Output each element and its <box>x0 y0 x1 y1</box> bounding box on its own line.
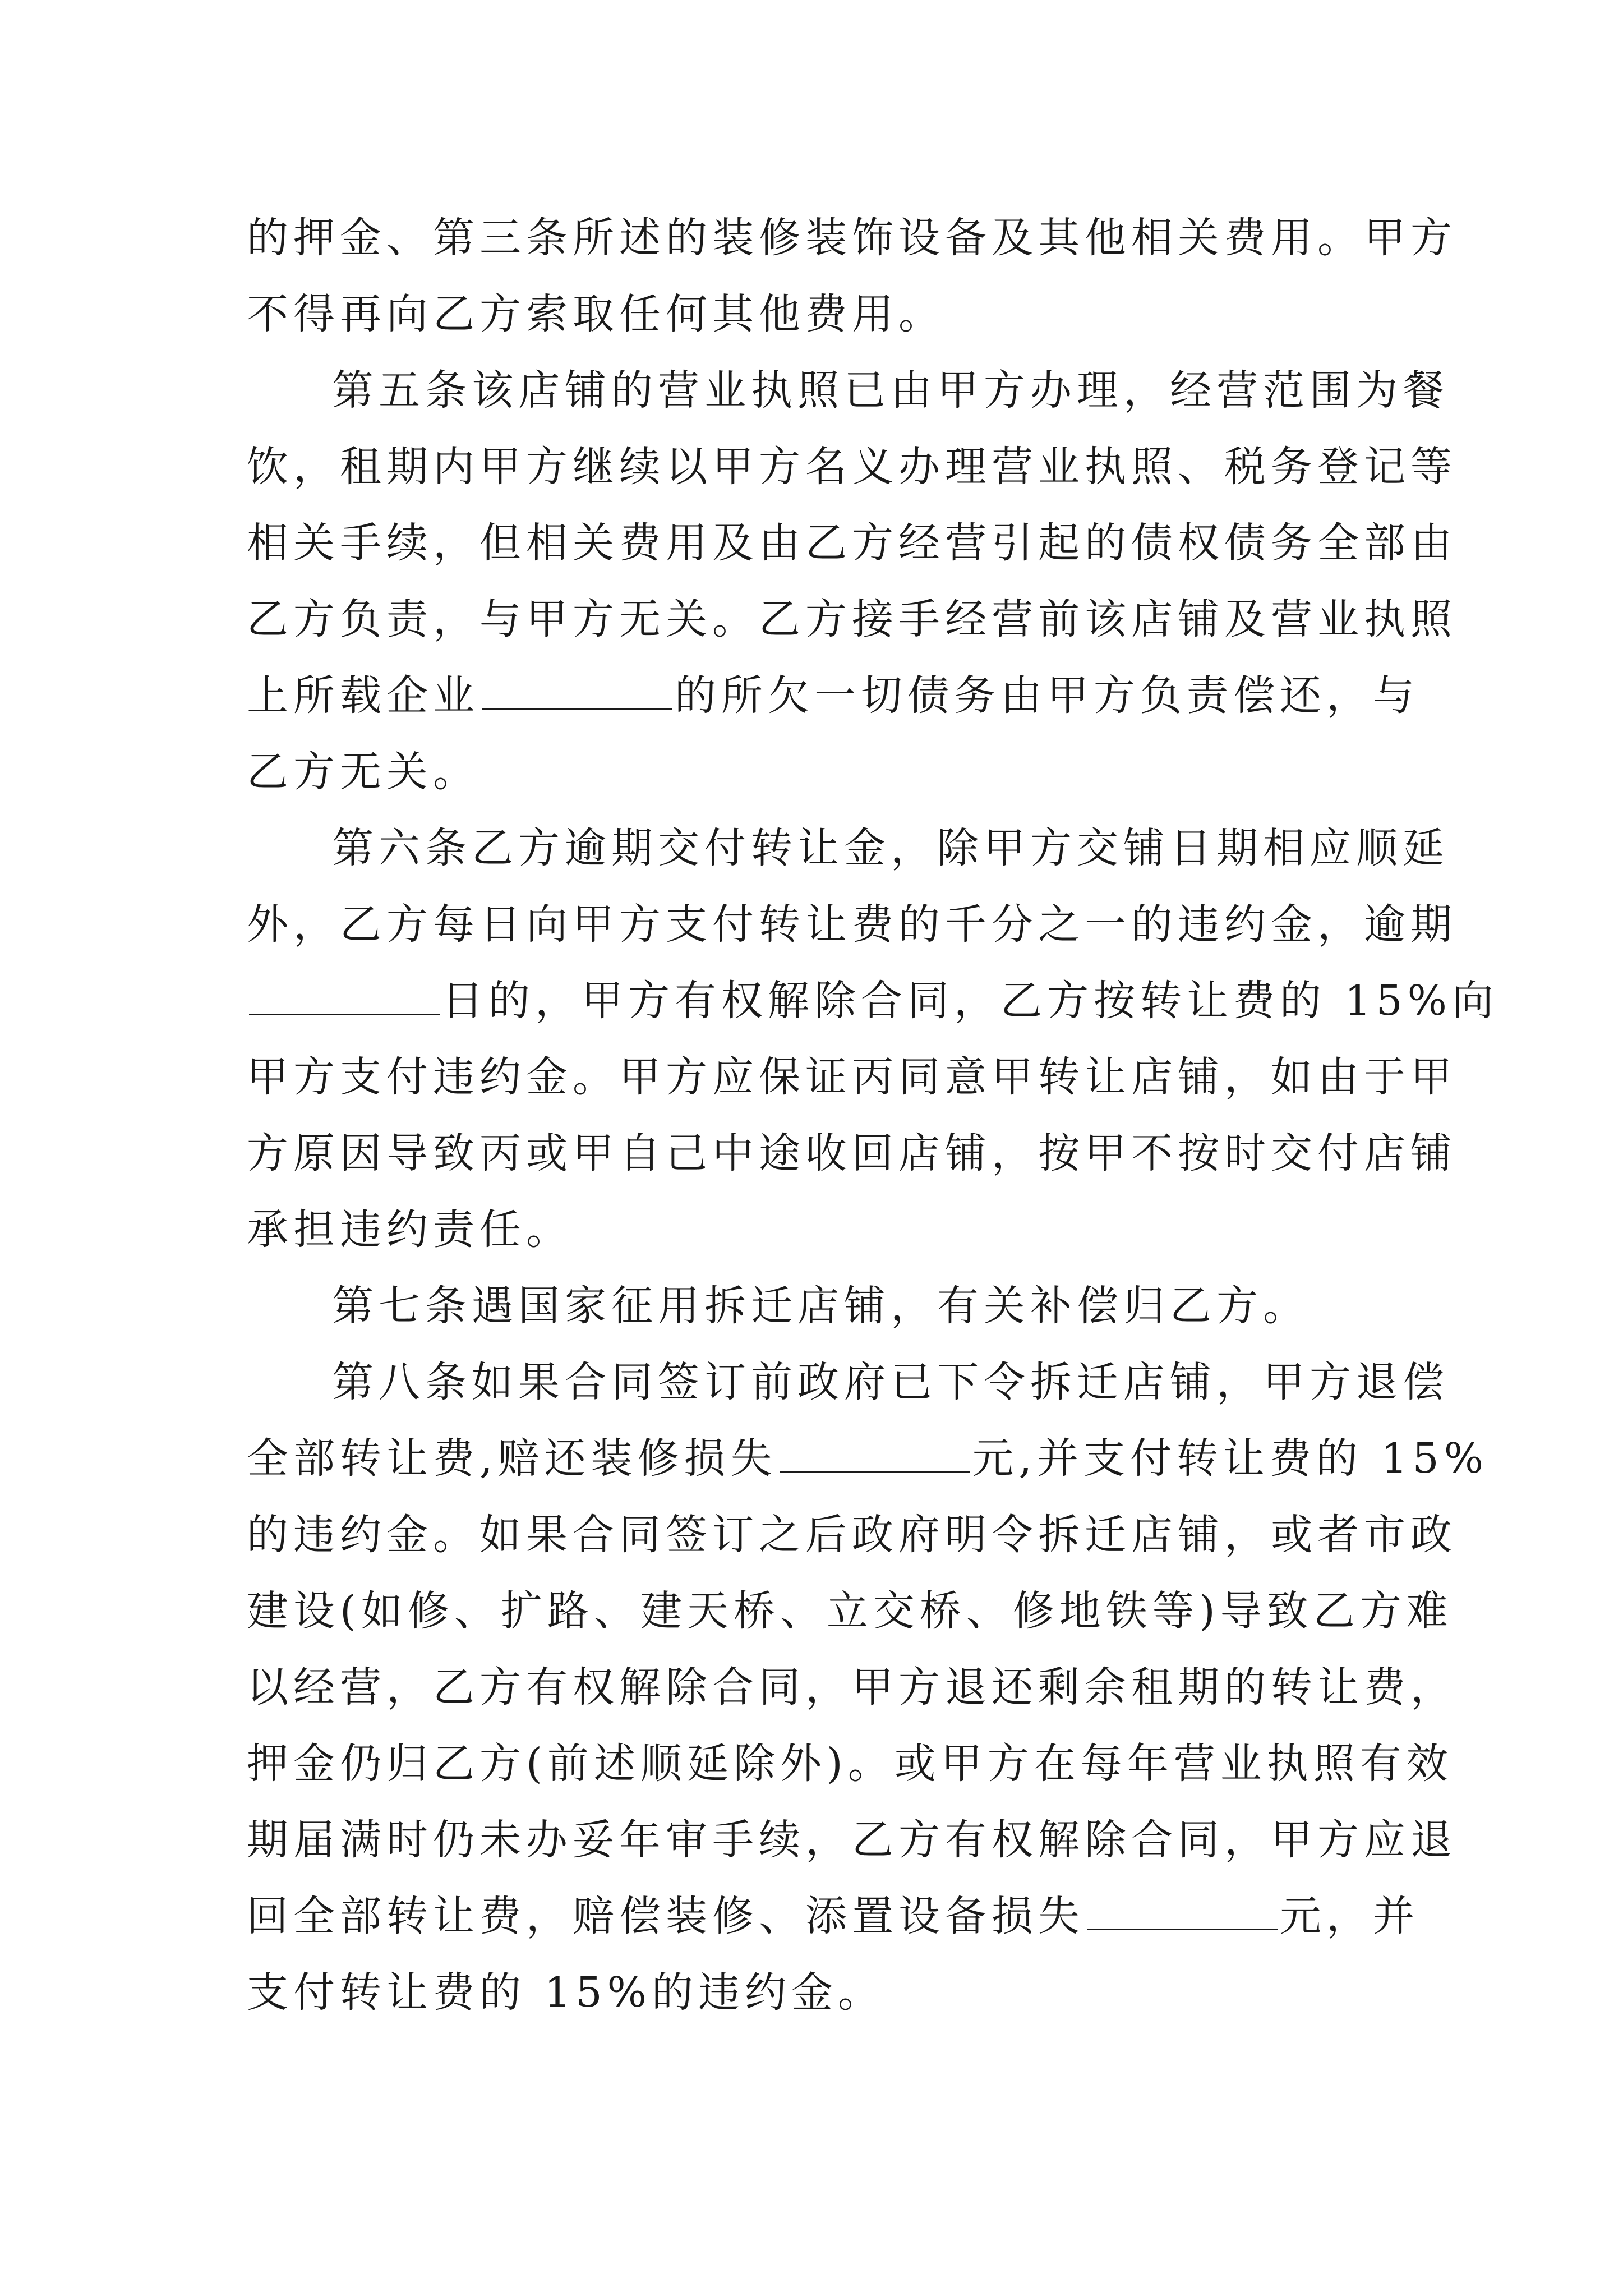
text-segment: 相关手续，但相关费用及由乙方经营引起的债权债务全部由 <box>247 519 1457 567</box>
text-segment: 全部转让费,赔还装修损失 <box>247 1434 777 1483</box>
paragraph-start-article-6 <box>247 810 1449 886</box>
text-segment: 日的，甲方有权解除合同，乙方按转让费的 15%向 <box>442 977 1498 1025</box>
text-line <box>247 734 1377 810</box>
text-segment: 的违约金。如果合同签订之后政府明令拆迁店铺，或者市政 <box>247 1511 1457 1559</box>
text-line <box>247 1802 1457 1878</box>
text-segment: 第六条乙方逾期交付转让金，除甲方交铺日期相应顺延 <box>332 824 1449 872</box>
text-segment: 建设(如修、扩路、建天桥、立交桥、修地铁等)导致乙方难 <box>247 1587 1453 1635</box>
text-segment: 饮，租期内甲方继续以甲方名义办理营业执照、税务登记等 <box>247 443 1457 491</box>
text-segment: 上所载企业 <box>247 671 479 720</box>
text-line <box>247 1039 1457 1115</box>
text-segment: 以经营，乙方有权解除合同，甲方退还剩余租期的转让费， <box>247 1663 1457 1711</box>
text-line <box>247 1115 1457 1191</box>
text-line <box>247 886 1457 963</box>
text-segment: 外，乙方每日向甲方支付转让费的千分之一的违约金，逾期 <box>247 900 1457 949</box>
text-line <box>247 1954 1377 2031</box>
text-segment: 元，并 <box>1280 1892 1419 1940</box>
text-segment: 甲方支付违约金。甲方应保证丙同意甲转让店铺，如由于甲 <box>247 1053 1457 1101</box>
text-line <box>247 1573 1453 1649</box>
text-segment: 支付转让费的 15%的违约金。 <box>247 1968 884 2017</box>
text-segment: 元,并支付转让费的 15% <box>972 1434 1489 1483</box>
text-segment: 期届满时仍未办妥年审手续，乙方有权解除合同，甲方应退 <box>247 1816 1457 1864</box>
text-line <box>247 581 1457 657</box>
text-line <box>247 657 1419 734</box>
text-segment: 承担违约责任。 <box>247 1205 573 1254</box>
text-line <box>247 505 1457 581</box>
document-body <box>247 200 1498 2031</box>
text-line <box>247 1497 1457 1573</box>
paragraph-start-article-7 <box>247 1268 1377 1344</box>
text-line <box>247 1191 1377 1268</box>
text-segment: 第七条遇国家征用拆迁店铺，有关补偿归乙方。 <box>332 1282 1310 1330</box>
text-line <box>247 963 1498 1039</box>
text-line <box>247 1726 1453 1802</box>
paragraph-start-article-8 <box>247 1344 1449 1420</box>
text-segment: 乙方无关。 <box>247 748 479 796</box>
text-segment: 的所欠一切债务由甲方负责偿还，与 <box>675 671 1419 720</box>
text-segment: 回全部转让费，赔偿装修、添置设备损失 <box>247 1892 1085 1940</box>
fill-in-blank <box>1087 1895 1278 1930</box>
text-line <box>247 200 1457 276</box>
text-segment: 第五条该店铺的营业执照已由甲方办理，经营范围为餐 <box>332 366 1449 415</box>
text-segment: 不得再向乙方索取任何其他费用。 <box>247 290 945 338</box>
text-segment: 押金仍归乙方(前述顺延除外)。或甲方在每年营业执照有效 <box>247 1740 1453 1788</box>
text-line <box>247 429 1457 505</box>
text-segment: 第八条如果合同签订前政府已下令拆迁店铺，甲方退偿 <box>332 1358 1449 1406</box>
text-line <box>247 1878 1419 1954</box>
text-segment: 的押金、第三条所述的装修装饰设备及其他相关费用。甲方 <box>247 214 1457 262</box>
text-segment: 乙方负责，与甲方无关。乙方接手经营前该店铺及营业执照 <box>247 595 1457 643</box>
text-line <box>247 1649 1457 1726</box>
text-line <box>247 276 1377 352</box>
fill-in-blank <box>482 675 672 710</box>
fill-in-blank <box>780 1438 970 1473</box>
text-segment: 方原因导致丙或甲自己中途收回店铺，按甲不按时交付店铺 <box>247 1129 1457 1177</box>
fill-in-blank <box>249 980 440 1015</box>
paragraph-start-article-5 <box>247 352 1449 429</box>
text-line <box>247 1420 1489 1497</box>
